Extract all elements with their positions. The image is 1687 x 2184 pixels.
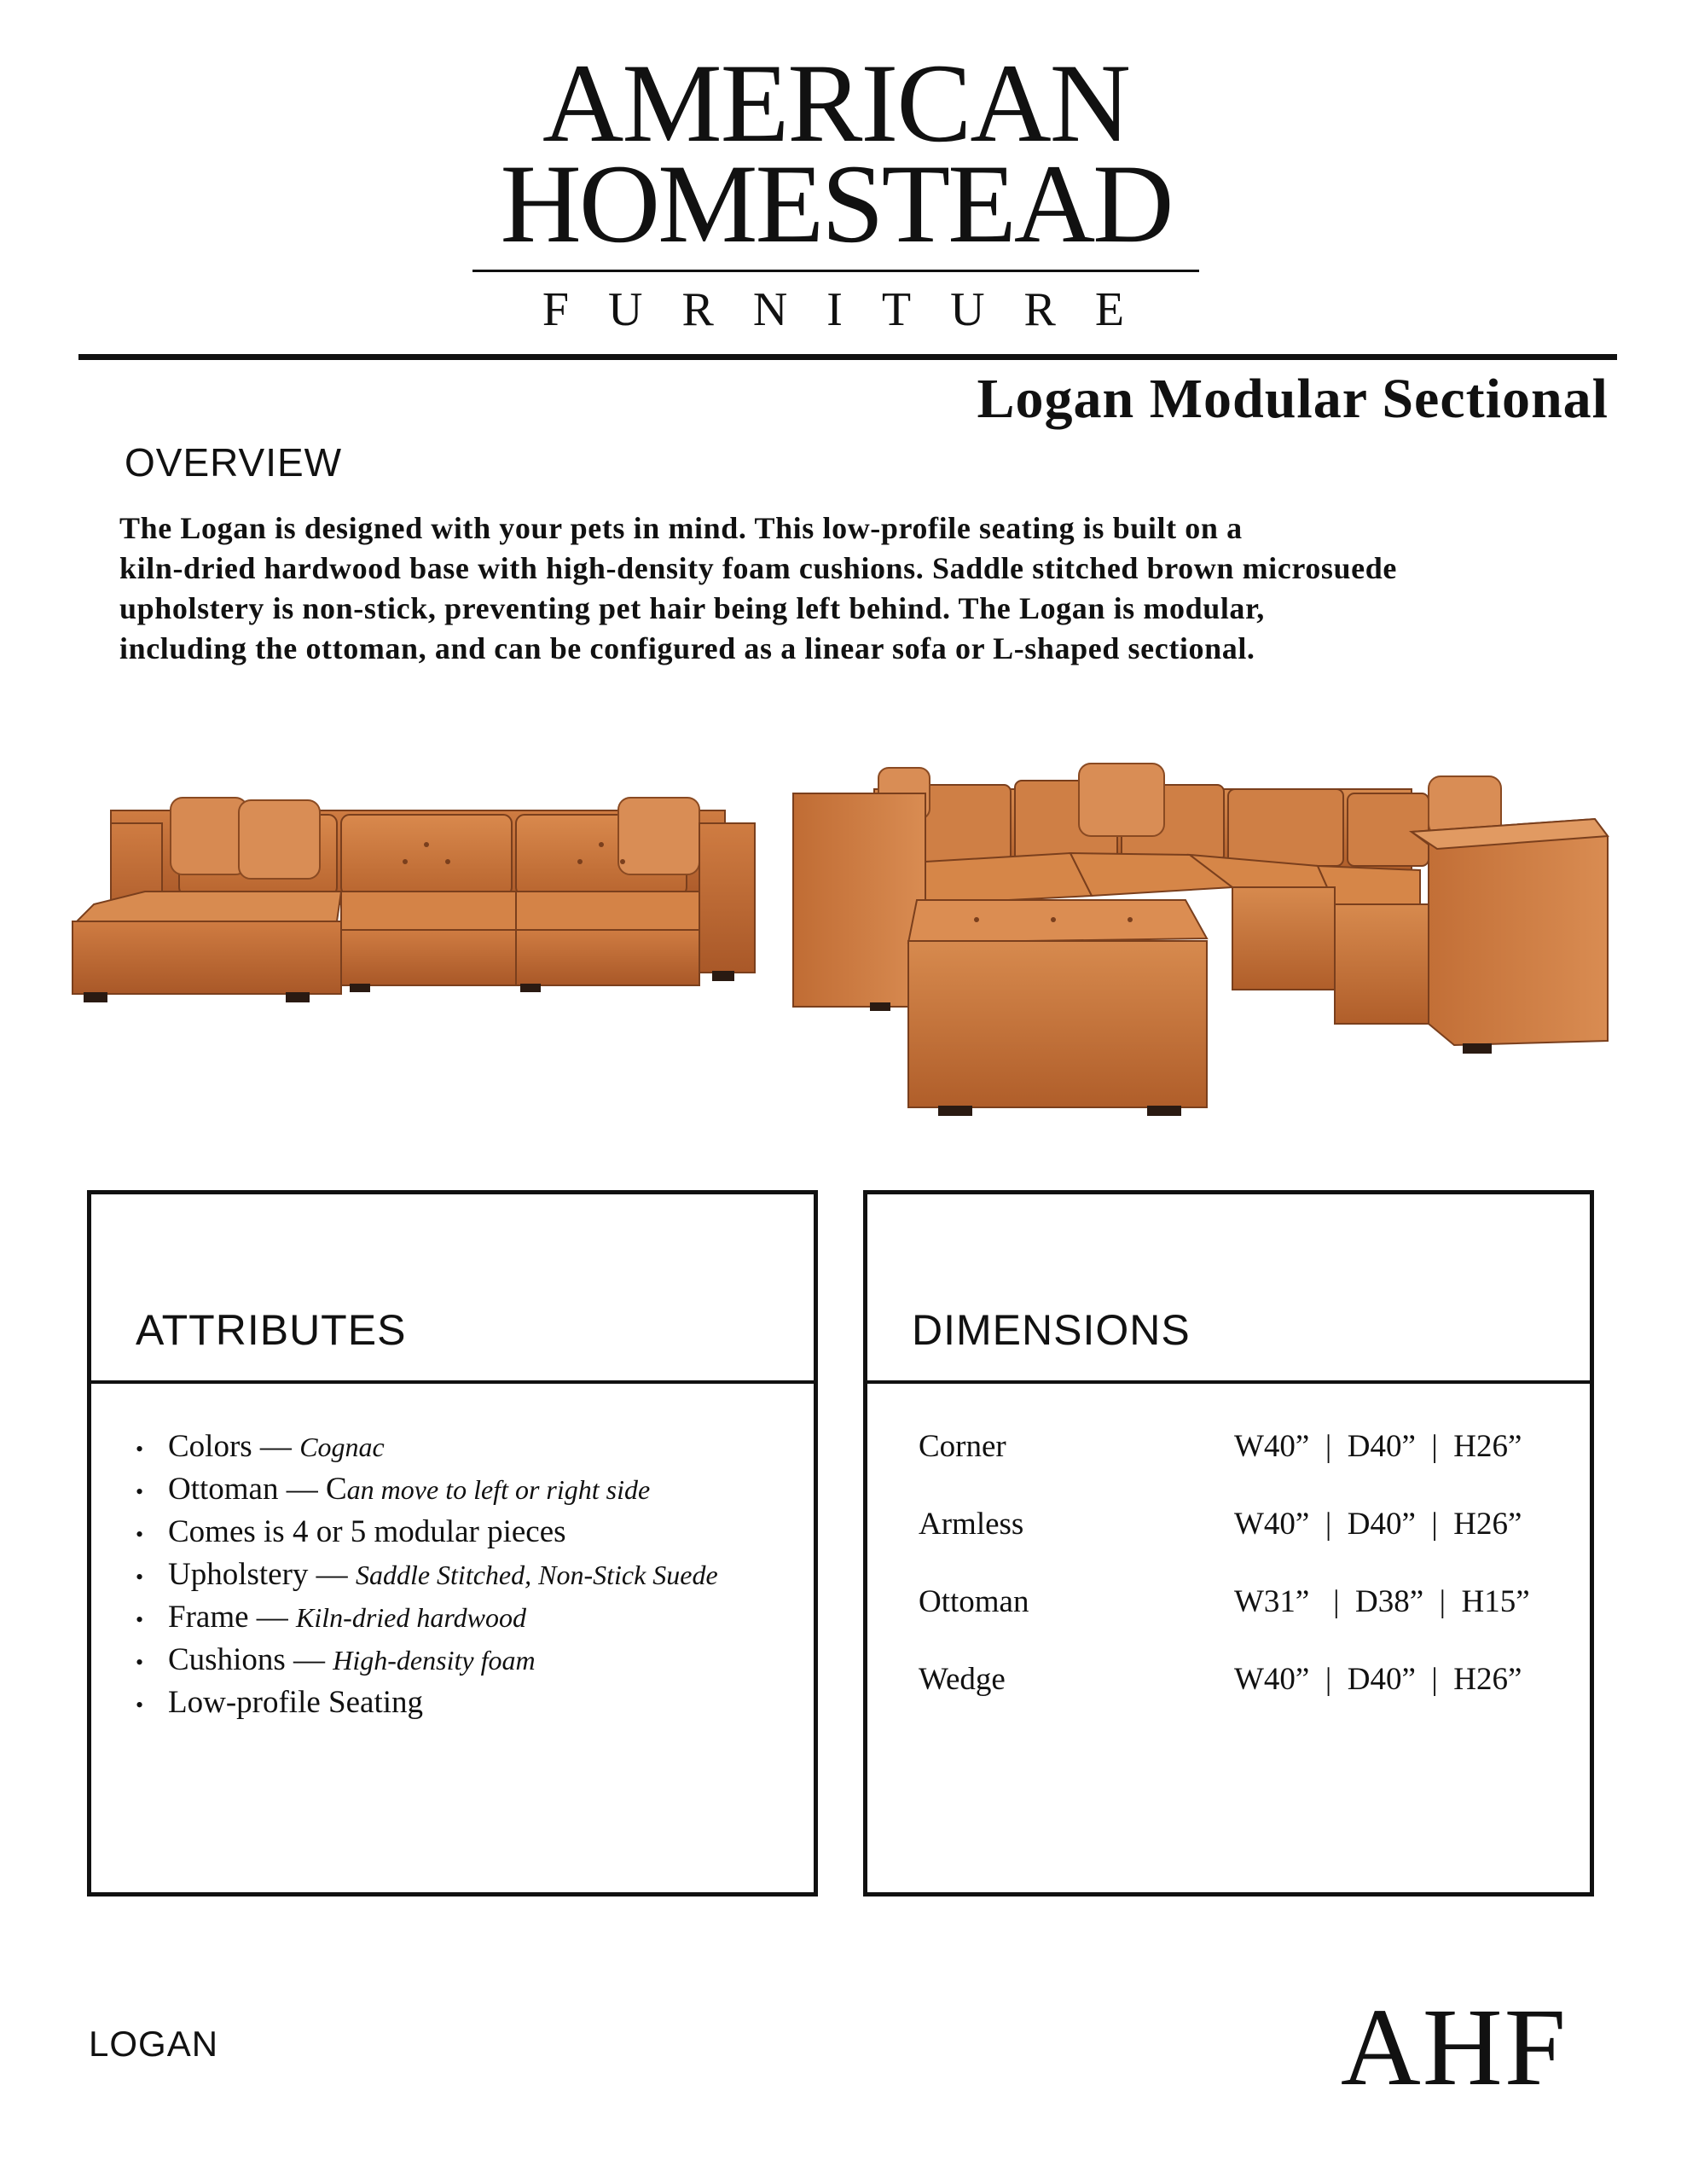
attribute-label: Low-profile Seating [168,1685,423,1721]
list-item: • Colors — Cognac [136,1429,385,1464]
brand-line-furniture: FURNITURE [542,283,1164,336]
attribute-label: Cushions — [168,1642,333,1678]
list-item: • Comes is 4 or 5 modular pieces [136,1514,566,1550]
table-row [919,1506,1550,1583]
dimensions-panel [863,1190,1594,1896]
logo-divider [472,270,1199,272]
dimension-values: W31” | D38” | H15” [1234,1584,1530,1619]
list-item: • Low-profile Seating [136,1685,423,1721]
attribute-value: an move to left or right side [346,1474,651,1506]
dimension-values: W40” | D40” | H26” [1234,1662,1522,1697]
dimension-values: W40” | D40” | H26” [1234,1507,1522,1542]
dimension-name: Corner [919,1429,1006,1464]
attribute-label: Ottoman — C [168,1472,347,1507]
attributes-header [91,1194,814,1384]
overview-paragraph [119,508,1603,669]
attribute-label: Upholstery — [168,1557,356,1593]
attribute-label: Comes is 4 or 5 modular pieces [168,1514,566,1550]
overview-line: including the ottoman, and can be configured as a linear sofa or L-shaped sectional. [119,631,1255,665]
dimensions-header [867,1194,1590,1384]
footer-monogram: AHF [1340,1986,1568,2109]
dimension-name: Wedge [919,1662,1006,1697]
linear-sofa-photo [68,785,768,1007]
table-row [919,1428,1550,1506]
attribute-label: Colors — [168,1429,300,1464]
overview-line: The Logan is designed with your pets in mind. This low-profile seating is built on a [119,511,1243,545]
dimension-values: W40” | D40” | H26” [1234,1429,1522,1464]
list-item: • Upholstery — Saddle Stitched, Non-Stick Suede [136,1557,718,1593]
attribute-value: Saddle Stitched, Non-Stick Suede [355,1560,718,1591]
attributes-panel [87,1190,818,1896]
attribute-value: Cognac [299,1432,385,1462]
l-sectional-photo [789,759,1616,1126]
dimension-name: Ottoman [919,1584,1029,1619]
table-row [919,1583,1550,1661]
header-divider [78,354,1617,360]
brand-line-homestead: HOMESTEAD [500,141,1172,266]
brand-line-american: AMERICAN [542,40,1130,166]
list-item: • Cushions — High-density foam [136,1642,536,1678]
overview-heading: OVERVIEW [125,440,343,485]
dimensions-table [919,1428,1550,1739]
dimension-name: Armless [919,1507,1024,1542]
overview-line: upholstery is non-stick, preventing pet hair being left behind. The Logan is modular, [119,591,1265,625]
attribute-value: High-density foam [333,1645,536,1676]
list-item: • Frame — Kiln-dried hardwood [136,1600,526,1635]
table-row [919,1661,1550,1739]
attributes-list [136,1426,718,1725]
overview-line: kiln-dried hardwood base with high-density foam cushions. Saddle stitched brown microsuede [119,551,1397,585]
attributes-heading: ATTRIBUTES [136,1306,407,1354]
attribute-value: Kiln-dried hardwood [296,1602,526,1634]
footer-product-name: LOGAN [89,2024,219,2064]
brand-logo [461,40,1211,337]
dimensions-heading: DIMENSIONS [912,1306,1191,1354]
attribute-label: Frame — [168,1600,297,1635]
list-item: • Ottoman — Can move to left or right side [136,1472,651,1507]
product-title: Logan Modular Sectional [977,368,1609,430]
